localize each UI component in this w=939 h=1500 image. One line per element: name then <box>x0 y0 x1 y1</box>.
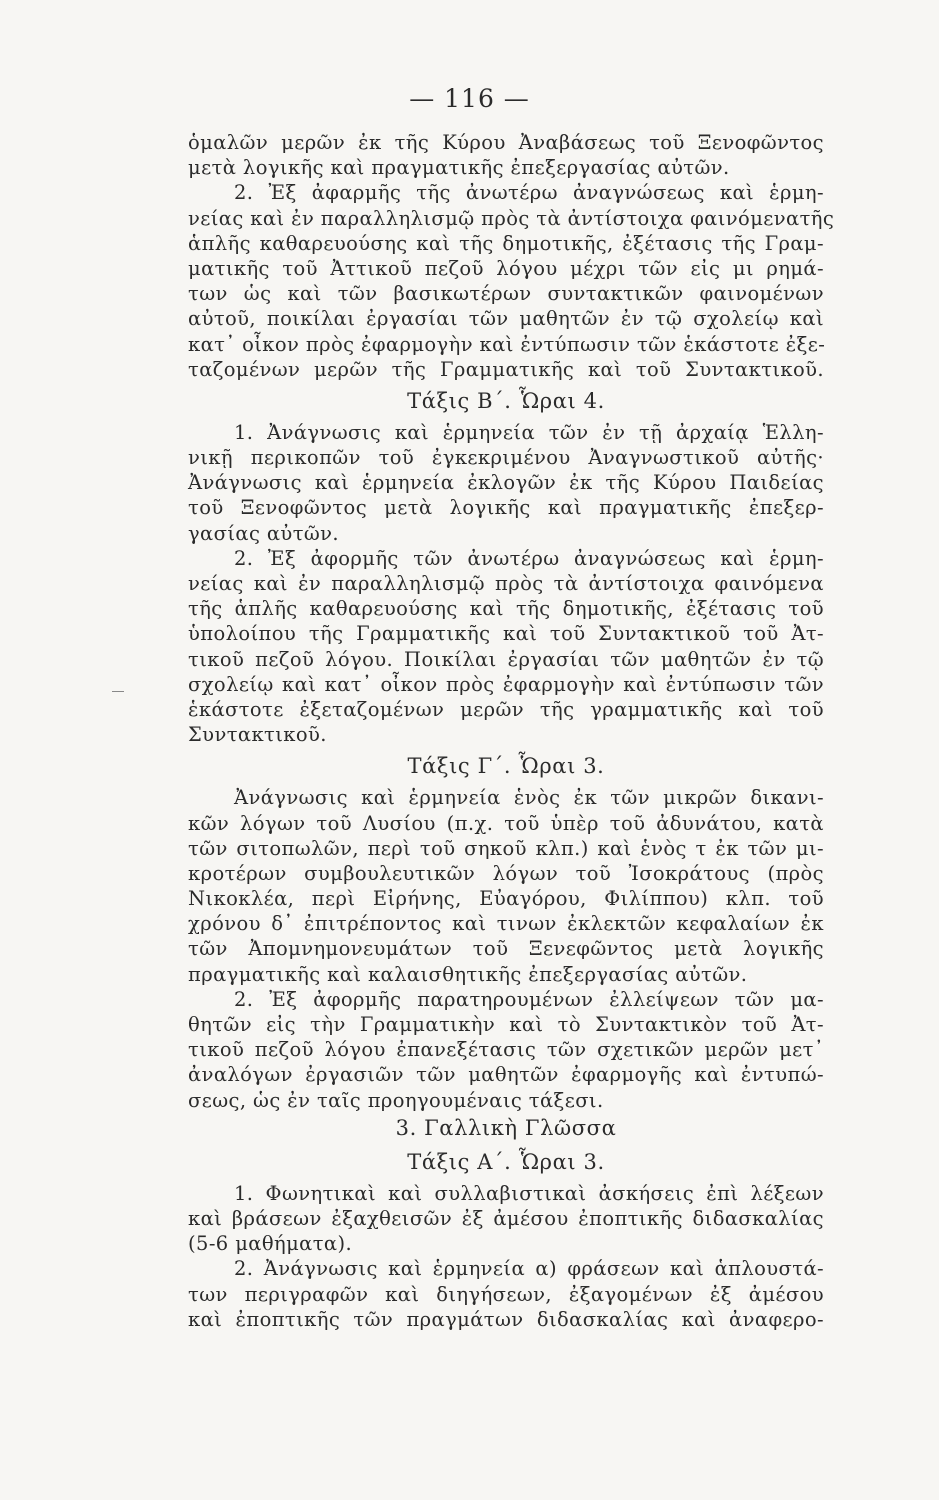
text-line: ταζομένων μερῶν τῆς Γραμματικῆς καὶ τοῦ Συντακτικοῦ. <box>188 357 824 381</box>
text-line: των ὡς καὶ τῶν βασικωτέρων συντακτικῶν φαινομένων <box>188 282 824 306</box>
text-line: πραγματικῆς καὶ καλαισθητικῆς ἐπεξεργασίας αὐτῶν. <box>188 962 748 986</box>
text-line: χρόνου δ᾽ ἐπιτρέποντος καὶ τινων ἐκλεκτῶν κεφαλαίων ἐκ <box>188 912 824 936</box>
page-number: — 116 — <box>409 84 530 113</box>
text-line: σχολείῳ καὶ κατ᾽ οἶκον πρὸς ἐφαρμογὴν καὶ ἐντύπωσιν τῶν <box>188 672 824 696</box>
text-line: 1. Ἀνάγνωσις καὶ ἑρμηνεία τῶν ἐν τῇ ἀρχαίᾳ Ἑλλη- <box>234 420 824 444</box>
text-line: τικοῦ πεζοῦ λόγου ἐπανεξέτασις τῶν σχετικῶν μερῶν μετ᾽ <box>188 1038 824 1062</box>
text-line: νείας καὶ ἐν παραλληλισμῷ πρὸς τὰ ἀντίστοιχα φαινόμενα <box>188 572 824 595</box>
text-line: τῶν Ἀπομνημονευμάτων τοῦ Ξενεφῶντος μετὰ λογικῆς <box>188 937 824 961</box>
text-line: νικῇ περικοπῶν τοῦ ἐγκεκριμένου Ἀναγνωστικοῦ αὐτῆς· <box>188 446 824 470</box>
text-line: ἑκάστοτε ἐξεταζομένων μερῶν τῆς γραμματικῆς καὶ τοῦ <box>188 697 824 721</box>
text-line: κροτέρων συμβουλευτικῶν λόγων τοῦ Ἰσοκράτους (πρὸς <box>188 861 824 885</box>
text-line: ἀναλόγων ἐργασιῶν τῶν μαθητῶν ἐφαρμογῆς καὶ ἐντυπώ- <box>188 1063 824 1087</box>
text-line: 2. Ἀνάγνωσις καὶ ἑρμηνεία α) φράσεων καὶ ἁπλουστά- <box>234 1257 824 1281</box>
text-line: τοῦ Ξενοφῶντος μετὰ λογικῆς καὶ πραγματικῆς ἐπεξερ- <box>188 496 824 520</box>
section-heading: Τάξις Γ΄. Ὧραι 3. <box>407 754 605 779</box>
text-line: γασίας αὐτῶν. <box>188 521 340 545</box>
text-line: ἁπλῆς καθαρευούσης καὶ τῆς δημοτικῆς, ἐξέτασις τῆς Γραμ- <box>188 231 824 255</box>
text-line: 2. Ἐξ ἀφαρμῆς τῆς ἀνωτέρω ἀναγνώσεως καὶ ἑρμη- <box>234 181 824 205</box>
text-line: Συντακτικοῦ. <box>188 723 327 747</box>
text-line: Ἀνάγνωσις καὶ ἑρμηνεία ἐκλογῶν ἐκ τῆς Κύρου Παιδείας <box>188 471 824 495</box>
text-line: κατ᾽ οἶκον πρὸς ἐφαρμογὴν καὶ ἐντύπωσιν τῶν ἑκάστοτε ἐξε- <box>188 332 826 356</box>
text-line: καὶ ἐποπτικῆς τῶν πραγμάτων διδασκαλίας καὶ ἀναφερο- <box>188 1307 824 1331</box>
text-line: θητῶν εἰς τὴν Γραμματικὴν καὶ τὸ Συντακτικὸν τοῦ Ἀτ- <box>188 1013 824 1036</box>
text-line: τῶν σιτοπωλῶν, περὶ τοῦ σηκοῦ κλπ.) καὶ ἑνὸς τ ἐκ τῶν μι- <box>188 836 824 860</box>
text-line: Νικοκλέα, περὶ Εἰρήνης, Εὐαγόρου, Φιλίππου) κλπ. τοῦ <box>188 887 824 911</box>
text-line: 2. Ἐξ ἀφορμῆς τῶν ἀνωτέρω ἀναγνώσεως καὶ ἑρμη- <box>234 546 824 570</box>
margin-mark <box>112 691 124 692</box>
text-line: 2. Ἐξ ἀφορμῆς παρατηρουμένων ἐλλείψεων τῶν μα- <box>234 987 824 1011</box>
text-line: καὶ βράσεων ἐξαχθεισῶν ἐξ ἀμέσου ἐποπτικῆς διδασκαλίας <box>188 1206 824 1230</box>
text-line: των περιγραφῶν καὶ διηγήσεων, ἐξαγομένων ἐξ ἀμέσου <box>188 1282 824 1306</box>
text-line: κῶν λόγων τοῦ Λυσίου (π.χ. τοῦ ὑπὲρ τοῦ ἀδυνάτου, κατὰ <box>188 811 824 835</box>
text-line: μετὰ λογικῆς καὶ πραγματικῆς ἐπεξεργασίας αὐτῶν. <box>188 156 730 180</box>
text-line: τικοῦ πεζοῦ λόγου. Ποικίλαι ἐργασίαι τῶν μαθητῶν ἐν τῷ <box>188 647 824 671</box>
text-line: σεως, ὡς ἐν ταῖς προηγουμέναις τάξεσι. <box>188 1088 604 1112</box>
section-heading: Τάξις Α΄. Ὧραι 3. <box>407 1149 605 1174</box>
text-line: τῆς ἁπλῆς καθαρευούσης καὶ τῆς δημοτικῆς, ἐξέτασις τοῦ <box>188 597 824 621</box>
text-line: 1. Φωνητικαὶ καὶ συλλαβιστικαὶ ἀσκήσεις ἐπὶ λέξεων <box>234 1181 824 1205</box>
text-line: αὐτοῦ, ποικίλαι ἐργασίαι τῶν μαθητῶν ἐν τῷ σχολείῳ καὶ <box>188 307 824 331</box>
section-heading: Τάξις Β΄. Ὧραι 4. <box>407 388 605 413</box>
text-line: ὁμαλῶν μερῶν ἐκ τῆς Κύρου Ἀναβάσεως τοῦ Ξενοφῶντος <box>188 131 824 154</box>
text-line: ὑπολοίπου τῆς Γραμματικῆς καὶ τοῦ Συντακτικοῦ τοῦ Ἀτ- <box>188 622 824 646</box>
text-line: ματικῆς τοῦ Ἀττικοῦ πεζοῦ λόγου μέχρι τῶν εἰς μι ρημά- <box>188 256 824 280</box>
section-heading: 3. Γαλλικὴ Γλῶσσα <box>395 1115 617 1140</box>
text-line: νείας καὶ ἐν παραλληλισμῷ πρὸς τὰ ἀντίστοιχα φαινόμενατῆς <box>188 206 835 230</box>
body-text <box>188 130 835 1332</box>
text-line: Ἀνάγνωσις καὶ ἑρμηνεία ἑνὸς ἐκ τῶν μικρῶν δικανι- <box>234 786 824 810</box>
text-line: (5-6 μαθήματα). <box>188 1232 353 1256</box>
